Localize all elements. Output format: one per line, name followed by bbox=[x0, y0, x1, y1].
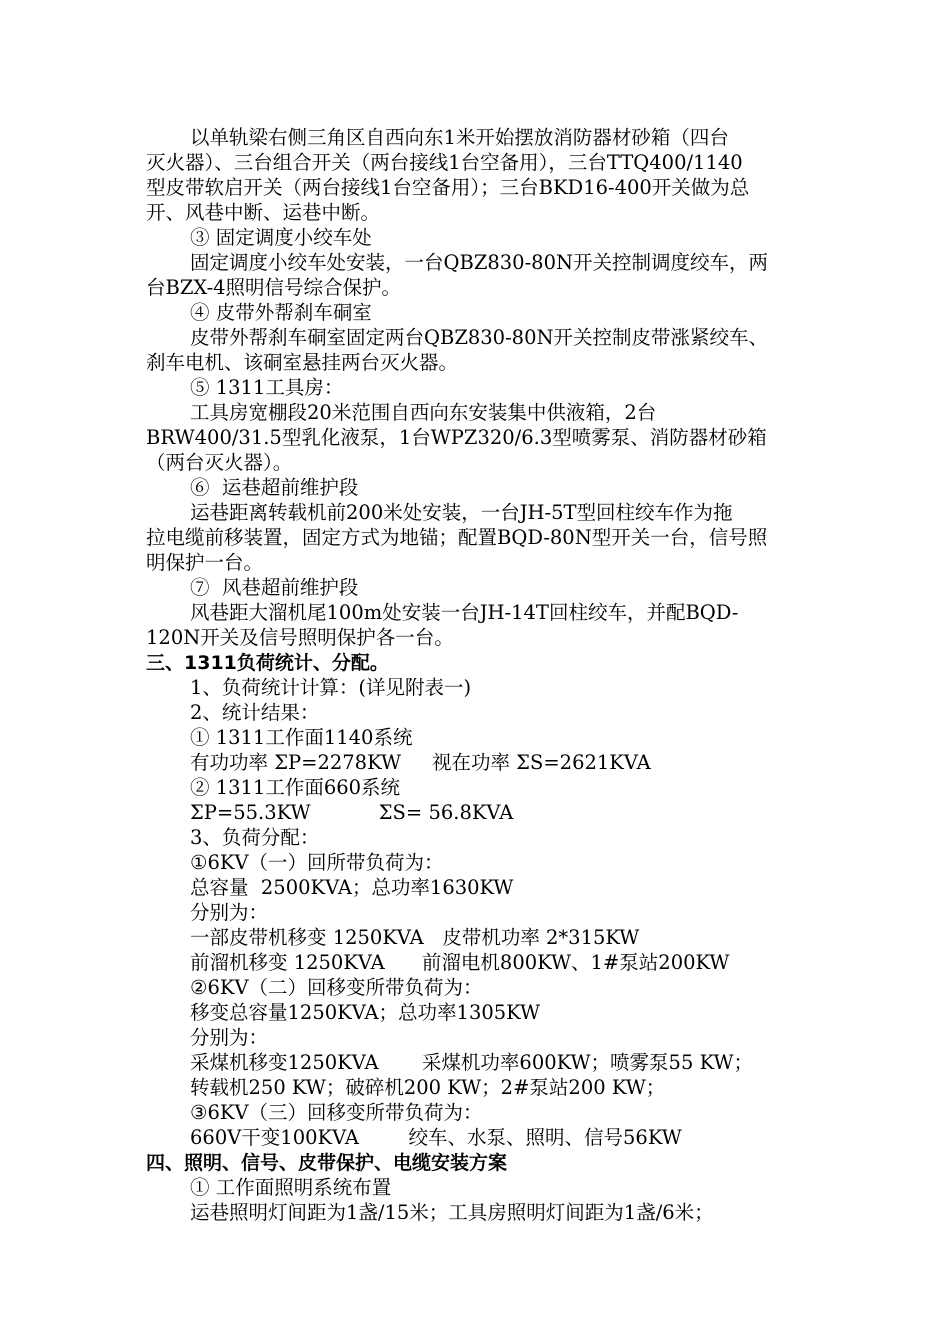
paragraph-line: 采煤机移变1250KVA 采煤机功率600KW；喷雾泵55 KW； bbox=[190, 1051, 753, 1074]
paragraph-line: 风巷距大溜机尾100m处安装一台JH-14T回柱绞车，并配BQD- bbox=[190, 601, 739, 624]
paragraph-line: ΣP=55.3KW ΣS= 56.8KVA bbox=[190, 801, 514, 824]
paragraph-line: 有功功率 ΣP=2278KW 视在功率 ΣS=2621KVA bbox=[190, 751, 651, 774]
paragraph-line: 以单轨梁右侧三角区自西向东1米开始摆放消防器材砂箱（四台 bbox=[190, 126, 729, 149]
paragraph-line: 台BZX-4照明信号综合保护。 bbox=[146, 276, 402, 299]
paragraph-line: 明保护一台。 bbox=[146, 551, 264, 574]
paragraph-line: 刹车电机、该硐室悬挂两台灭火器。 bbox=[146, 351, 459, 374]
paragraph-line: 1、负荷统计计算：(详见附表一) bbox=[190, 676, 472, 699]
paragraph-line: ③6KV（三）回移变所带负荷为： bbox=[190, 1101, 483, 1124]
paragraph-line: 前溜机移变 1250KVA 前溜电机800KW、1#泵站200KW bbox=[190, 951, 730, 974]
paragraph-line: 分别为： bbox=[190, 1026, 269, 1049]
paragraph-line: 固定调度小绞车处安装，一台QBZ830-80N开关控制调度绞车，两 bbox=[190, 251, 769, 274]
paragraph-line: 总容量 2500KVA；总功率1630KW bbox=[190, 876, 514, 899]
paragraph-line: 2、统计结果： bbox=[190, 701, 320, 724]
paragraph-line: 型皮带软启开关（两台接线1台空备用）；三台BKD16-400开关做为总 bbox=[146, 176, 750, 199]
paragraph-line: ② 1311工作面660系统 bbox=[190, 776, 401, 799]
paragraph-line: 运巷距离转载机前200米处安装，一台JH-5T型回柱绞车作为拖 bbox=[190, 501, 733, 524]
paragraph-line: ①6KV（一）回所带负荷为： bbox=[190, 851, 444, 874]
paragraph-line: 一部皮带机移变 1250KVA 皮带机功率 2*315KW bbox=[190, 926, 640, 949]
paragraph-line: 3、负荷分配： bbox=[190, 826, 320, 849]
paragraph-line: （两台灭火器）。 bbox=[146, 451, 293, 474]
paragraph-line: 移变总容量1250KVA；总功率1305KW bbox=[190, 1001, 541, 1024]
paragraph-line: 皮带外帮刹车硐室固定两台QBZ830-80N开关控制皮带涨紧绞车、 bbox=[190, 326, 769, 349]
paragraph-line: 拉电缆前移装置，固定方式为地锚；配置BQD-80N型开关一台，信号照 bbox=[146, 526, 768, 549]
paragraph-line: 开、风巷中断、运巷中断。 bbox=[146, 201, 381, 224]
paragraph-line: ②6KV（二）回移变所带负荷为： bbox=[190, 976, 483, 999]
subsection-title: ⑦ 风巷超前维护段 bbox=[190, 576, 359, 599]
subsection-title: ③ 固定调度小绞车处 bbox=[190, 226, 372, 249]
section-heading: 四、照明、信号、皮带保护、电缆安装方案 bbox=[146, 1152, 508, 1174]
paragraph-line: 工具房宽棚段20米范围自西向东安装集中供液箱，2台 bbox=[190, 401, 657, 424]
subsection-title: ⑥ 运巷超前维护段 bbox=[190, 476, 359, 499]
paragraph-line: 120N开关及信号照明保护各一台。 bbox=[146, 626, 454, 649]
paragraph-line: BRW400/31.5型乳化液泵，1台WPZ320/6.3型喷雾泵、消防器材砂箱 bbox=[146, 426, 767, 449]
section-heading: 三、1311负荷统计、分配。 bbox=[146, 652, 389, 674]
paragraph-line: 运巷照明灯间距为1盏/15米；工具房照明灯间距为1盏/6米； bbox=[190, 1201, 714, 1224]
paragraph-line: 灭火器）、三台组合开关（两台接线1台空备用），三台TTQ400/1140 bbox=[146, 151, 743, 174]
paragraph-line: 分别为： bbox=[190, 901, 269, 924]
paragraph-line: 转载机250 KW；破碎机200 KW；2#泵站200 KW； bbox=[190, 1076, 666, 1099]
subsection-title: ① 工作面照明系统布置 bbox=[190, 1176, 392, 1199]
paragraph-line: 660V干变100KVA 绞车、水泵、照明、信号56KW bbox=[190, 1126, 682, 1149]
subsection-title: ⑤ 1311工具房： bbox=[190, 376, 344, 399]
subsection-title: ④ 皮带外帮刹车硐室 bbox=[190, 301, 372, 324]
paragraph-line: ① 1311工作面1140系统 bbox=[190, 726, 413, 749]
